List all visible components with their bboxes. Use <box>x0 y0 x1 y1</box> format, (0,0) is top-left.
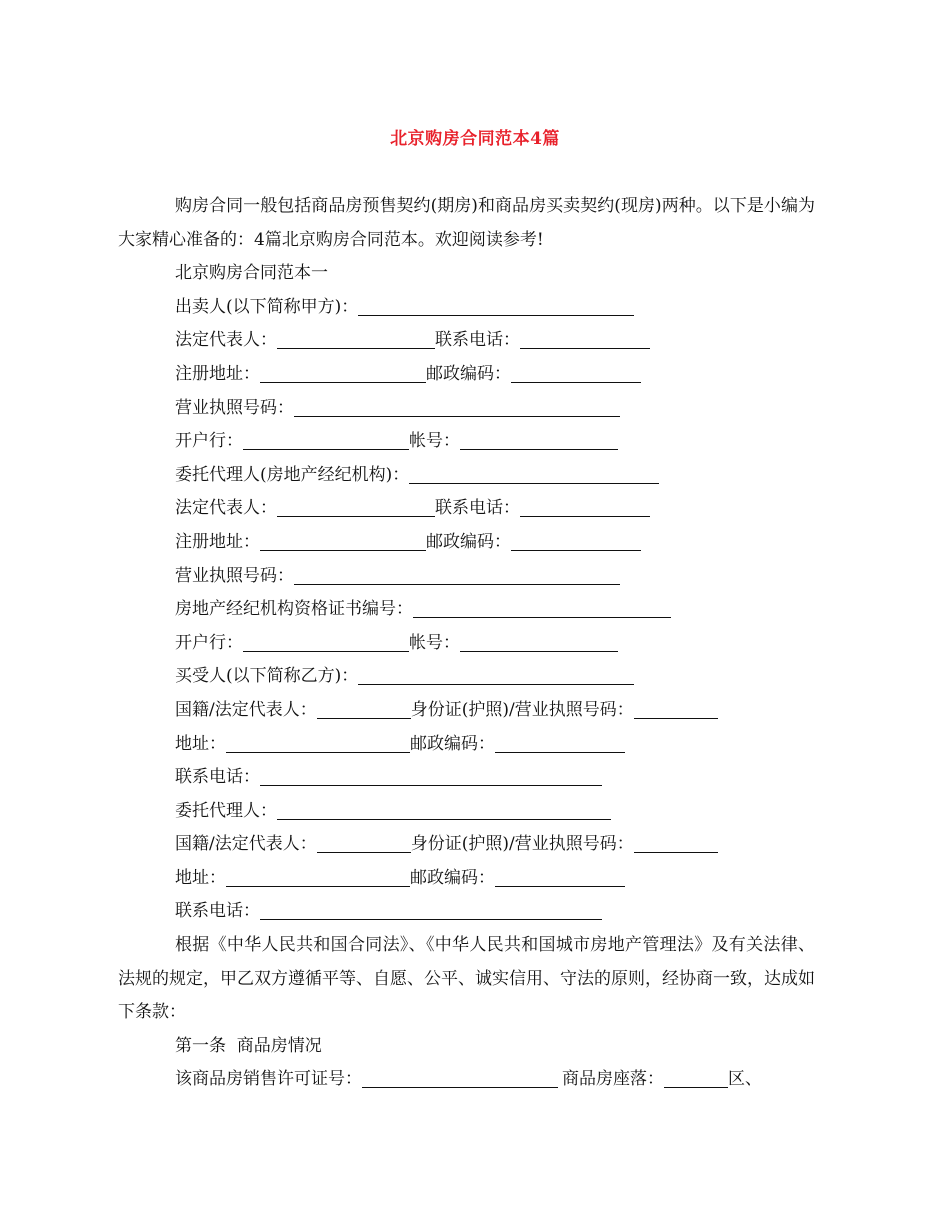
phone-label: 联系电话： <box>435 330 520 351</box>
license-label: 营业执照号码： <box>175 397 294 418</box>
agent-org-label: 委托代理人(房地产经纪机构)： <box>175 464 410 485</box>
legal-rep-blank[interactable] <box>277 330 435 349</box>
id-blank[interactable] <box>634 700 718 719</box>
phone-blank[interactable] <box>520 330 650 349</box>
reg-addr-blank[interactable] <box>260 364 426 383</box>
license-blank[interactable] <box>294 566 620 585</box>
agent-row <box>175 795 815 829</box>
section-heading: 北京购房合同范本一 <box>175 263 328 284</box>
postcode-label: 邮政编码： <box>410 867 495 888</box>
nationality-row-2 <box>175 828 815 862</box>
reg-addr-row-1 <box>175 358 815 392</box>
document-body <box>118 190 815 1097</box>
license-blank[interactable] <box>294 398 620 417</box>
postcode-label: 邮政编码： <box>410 733 495 754</box>
account-label: 帐号： <box>409 632 460 653</box>
account-blank[interactable] <box>460 431 618 450</box>
legal-rep-row-1 <box>175 324 815 358</box>
document-title: 北京购房合同范本4篇 <box>390 129 560 149</box>
phone-row-4 <box>175 895 815 929</box>
license-row-1 <box>175 392 815 426</box>
legal-rep-label: 法定代表人： <box>175 498 277 519</box>
addr-label: 地址： <box>175 733 226 754</box>
article-heading: 第一条 商品房情况 <box>175 1035 322 1056</box>
id-blank[interactable] <box>634 834 718 853</box>
id-label: 身份证(护照)/营业执照号码： <box>410 834 634 855</box>
reg-addr-label: 注册地址： <box>175 363 260 384</box>
reg-addr-row-2 <box>175 526 815 560</box>
bank-blank[interactable] <box>243 431 409 450</box>
permit-row <box>175 1063 815 1097</box>
nationality-label: 国籍/法定代表人： <box>175 699 317 720</box>
license-row-2 <box>175 560 815 594</box>
nationality-row-1 <box>175 694 815 728</box>
addr-row-2 <box>175 862 815 896</box>
addr-blank[interactable] <box>226 868 410 887</box>
buyer-row <box>175 660 815 694</box>
buyer-blank[interactable] <box>358 666 634 685</box>
id-label: 身份证(护照)/营业执照号码： <box>410 699 634 720</box>
intro-paragraph: 购房合同一般包括商品房预售契约(期房)和商品房买卖契约(现房)两种。以下是小编为大家精心准备的：4篇北京购房合同范本。欢迎阅读参考! <box>118 196 815 250</box>
cert-no-label: 房地产经纪机构资格证书编号： <box>175 599 413 620</box>
bank-label: 开户行： <box>175 431 243 452</box>
agent-org-row <box>175 459 815 493</box>
account-blank[interactable] <box>460 633 618 652</box>
agent-blank[interactable] <box>277 801 611 820</box>
postcode-blank[interactable] <box>511 532 641 551</box>
postcode-blank[interactable] <box>495 734 625 753</box>
legal-rep-row-2 <box>175 492 815 526</box>
district-blank[interactable] <box>664 1069 728 1088</box>
phone-label: 联系电话： <box>175 901 260 922</box>
bank-row-1 <box>175 425 815 459</box>
reg-addr-label: 注册地址： <box>175 531 260 552</box>
postcode-blank[interactable] <box>495 868 625 887</box>
phone-label: 联系电话： <box>435 498 520 519</box>
postcode-label: 邮政编码： <box>426 363 511 384</box>
addr-blank[interactable] <box>226 734 410 753</box>
postcode-blank[interactable] <box>511 364 641 383</box>
location-label: 商品房座落： <box>562 1069 664 1090</box>
bank-row-2 <box>175 627 815 661</box>
reg-addr-blank[interactable] <box>260 532 426 551</box>
nationality-blank[interactable] <box>317 700 411 719</box>
bank-blank[interactable] <box>243 633 409 652</box>
district-suffix: 区、 <box>728 1069 762 1090</box>
addr-row-1 <box>175 728 815 762</box>
agent-label: 委托代理人： <box>175 800 277 821</box>
agent-org-blank[interactable] <box>409 465 659 484</box>
nationality-blank[interactable] <box>317 834 411 853</box>
permit-blank[interactable] <box>362 1069 558 1088</box>
phone-blank[interactable] <box>520 498 650 517</box>
basis-paragraph: 根据《中华人民共和国合同法》、《中华人民共和国城市房地产管理法》及有关法律、法规的规定，甲乙双方遵循平等、自愿、公平、诚实信用、守法的原则，经协商一致，达成如下条款： <box>118 935 815 1023</box>
legal-rep-blank[interactable] <box>277 498 435 517</box>
phone-blank[interactable] <box>260 767 602 786</box>
phone-row-3 <box>175 761 815 795</box>
permit-label: 该商品房销售许可证号： <box>175 1069 362 1090</box>
bank-label: 开户行： <box>175 632 243 653</box>
seller-row <box>175 291 815 325</box>
nationality-label: 国籍/法定代表人： <box>175 834 317 855</box>
cert-no-row <box>175 593 815 627</box>
phone-label: 联系电话： <box>175 767 260 788</box>
account-label: 帐号： <box>409 431 460 452</box>
postcode-label: 邮政编码： <box>426 531 511 552</box>
phone-blank[interactable] <box>260 901 602 920</box>
seller-label: 出卖人(以下简称甲方)： <box>175 296 359 317</box>
cert-no-blank[interactable] <box>413 599 671 618</box>
buyer-label: 买受人(以下简称乙方)： <box>175 666 359 687</box>
license-label: 营业执照号码： <box>175 565 294 586</box>
legal-rep-label: 法定代表人： <box>175 330 277 351</box>
addr-label: 地址： <box>175 867 226 888</box>
seller-blank[interactable] <box>358 297 634 316</box>
